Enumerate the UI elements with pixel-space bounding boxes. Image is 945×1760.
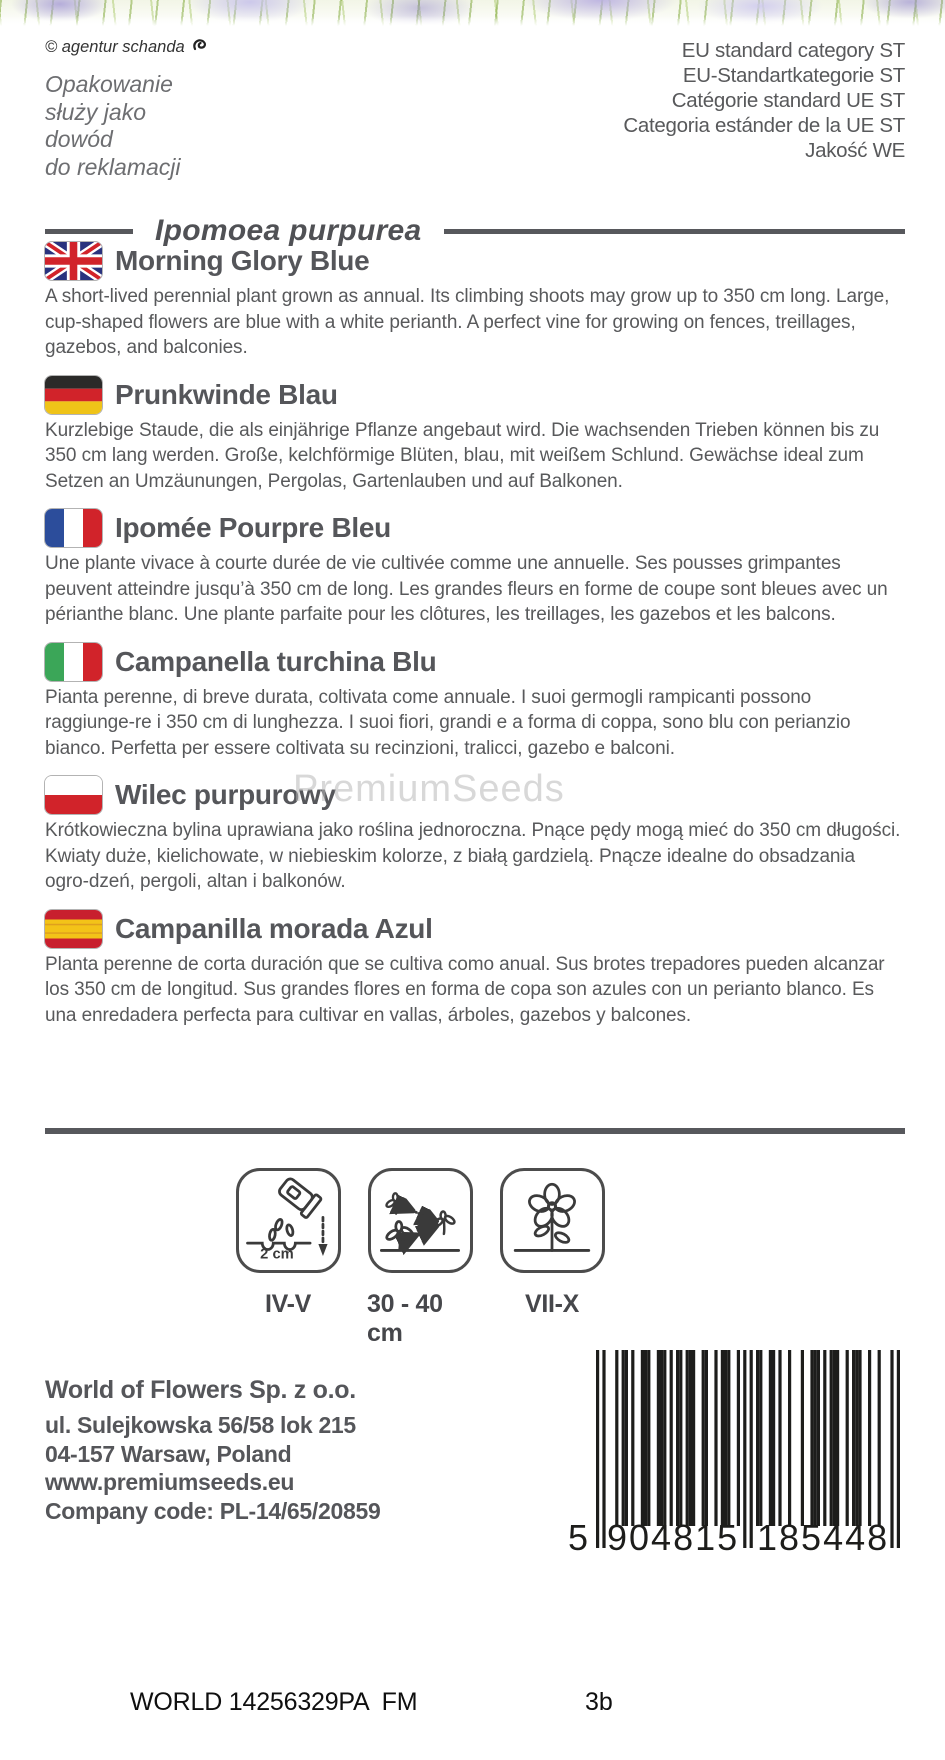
packaging-note-line: Opakowanie (45, 71, 173, 97)
plant-spacing-label: 30 - 40 cm (367, 1290, 443, 1347)
sowing-period-label: IV-V (264, 1290, 312, 1318)
spacing-column (367, 1168, 473, 1348)
section-heading (45, 643, 905, 681)
company-name: World of Flowers Sp. z o.o. (45, 1376, 356, 1404)
premiumseeds-watermark: PremiumSeeds (293, 768, 565, 810)
packaging-note-line: służy jako (45, 98, 146, 125)
italy-flag-icon (45, 643, 102, 681)
section-english (45, 242, 905, 361)
section-heading (45, 242, 905, 280)
flowering-period-label: VII-X (524, 1290, 580, 1318)
section-heading (45, 776, 905, 814)
company-code: Company code: PL-14/65/20859 (45, 1497, 381, 1524)
header (45, 38, 905, 181)
company-website: www.premiumseeds.eu (45, 1469, 295, 1495)
section-title: Campanilla morada Azul (115, 912, 433, 944)
agency-credit-text: © agentur schanda (45, 38, 185, 56)
barcode-digits-right: 185448 (757, 1517, 890, 1558)
eu-category-line: Jakość WE (805, 139, 905, 162)
france-flag-icon (45, 509, 102, 547)
ean13-barcode (566, 1350, 902, 1562)
section-title: Campanella turchina Blu (115, 645, 437, 677)
language-sections (45, 242, 905, 1043)
title-rule-left (45, 229, 133, 234)
poland-flag-icon (45, 776, 102, 814)
section-heading (45, 910, 905, 948)
company-address-line: ul. Sulejkowska 56/58 lok 215 (45, 1412, 356, 1438)
company-info (45, 1376, 380, 1525)
section-text: Krótkowieczna bylina uprawiana jako roślina jednoroczna. Pnące pędy mogą mieć do 350 cm długości. Kwiaty duże, kielichowate, w niebieskim kolorze, z białą gardzielą. Pnącze idealne do obsadzania ogro-dzeń, pergoli, altan i balkonów. (45, 820, 901, 892)
sowing-depth-label: 2 cm (260, 1246, 294, 1263)
section-spanish (45, 910, 905, 1029)
germany-flag-icon (45, 376, 102, 414)
section-title: Prunkwinde Blau (115, 378, 338, 410)
header-left (45, 38, 209, 181)
packaging-note (45, 71, 209, 181)
section-italian (45, 643, 905, 762)
flowering-column (499, 1168, 605, 1348)
barcode-digits-left: 904815 (607, 1517, 740, 1558)
print-code: WORLD 14256329PA FM (130, 1688, 418, 1716)
section-text: A short-lived perennial plant grown as annual. Its climbing shoots may grow up to 350 cm long. Large, cup-shaped flowers are blue with a white perianth. A perfect vine for growing on fences, treillages, gazebos, and balconies. (45, 286, 890, 358)
eu-category-line: EU standard category ST (681, 39, 905, 62)
batch-code: 3b (585, 1688, 613, 1716)
eu-category-line: Catégorie standard UE ST (671, 89, 905, 112)
section-text: Planta perenne de corta duración que se cultiva como anual. Sus brotes trepadores pueden alcanzar los 350 cm de longitud. Sus grandes flores en forma de copa son azules con un perianto blanco. Es una enredadera perfecta para cultivar en vallas, árboles, gazebos y balcones. (45, 953, 885, 1026)
eu-category-block (623, 38, 905, 181)
latin-name: Ipomoea purpurea (155, 214, 422, 247)
barcode-digit-first: 5 (568, 1517, 589, 1558)
sowing-icons-row (0, 1168, 840, 1348)
eu-category-line: EU-Standartkategorie ST (682, 64, 905, 87)
agency-credit (45, 38, 209, 57)
section-title: Wilec purpurowy (115, 779, 336, 810)
section-french (45, 509, 905, 628)
sowing-depth-column (235, 1168, 341, 1348)
spain-flag-icon (45, 910, 102, 948)
section-divider (45, 1128, 905, 1134)
sowing-depth-icon (236, 1168, 341, 1273)
section-title: Ipomée Pourpre Bleu (115, 512, 391, 543)
plant-spacing-icon (368, 1168, 473, 1273)
section-text: Kurzlebige Staude, die als einjährige Pflanze angebaut wird. Die wachsenden Trieben können bis zu 350 cm lang werden. Große, kelchförmige Blüten, blau, mit weißem Schlund. Gewächse ideal zum Setzen an Umzäunungen, Pergolas, Gartenlauben und auf Balkonen. (45, 419, 880, 492)
section-text: Une plante vivace à courte durée de vie cultivée comme une annuelle. Ses pousses grimpantes peuvent atteindre jusqu’à 350 cm de long. Les grandes fleurs en forme de coupe sont bleues avec un périanthe blanc. Une plante parfaite pour les clôtures, les treillages, les gazebos et les balcons. (45, 553, 888, 625)
section-heading (45, 509, 905, 547)
section-text: Pianta perenne, di breve durata, coltivata come annuale. I suoi germogli rampicanti possono raggiunge-re i 350 cm di lunghezza. I suoi fiori, grandi e a forma di coppa, sono blu con perianzio bianco. Perfetta per essere coltivata su recinzioni, tralicci, gazebo e balconi. (45, 686, 851, 759)
section-german (45, 376, 905, 495)
flower-photo-strip (0, 0, 945, 26)
uk-flag-icon (45, 242, 102, 280)
packaging-note-line: do reklamacji (45, 153, 181, 180)
section-title: Morning Glory Blue (115, 245, 370, 276)
section-heading (45, 376, 905, 414)
packaging-note-line: dowód (45, 126, 113, 152)
eu-category-line: Categoria estánder de la UE ST (623, 114, 905, 137)
schanda-logo-icon (192, 38, 209, 57)
title-rule-right (444, 229, 905, 234)
flowering-icon (500, 1168, 605, 1273)
section-polish (45, 776, 905, 895)
company-address-line: 04-157 Warsaw, Poland (45, 1440, 292, 1467)
